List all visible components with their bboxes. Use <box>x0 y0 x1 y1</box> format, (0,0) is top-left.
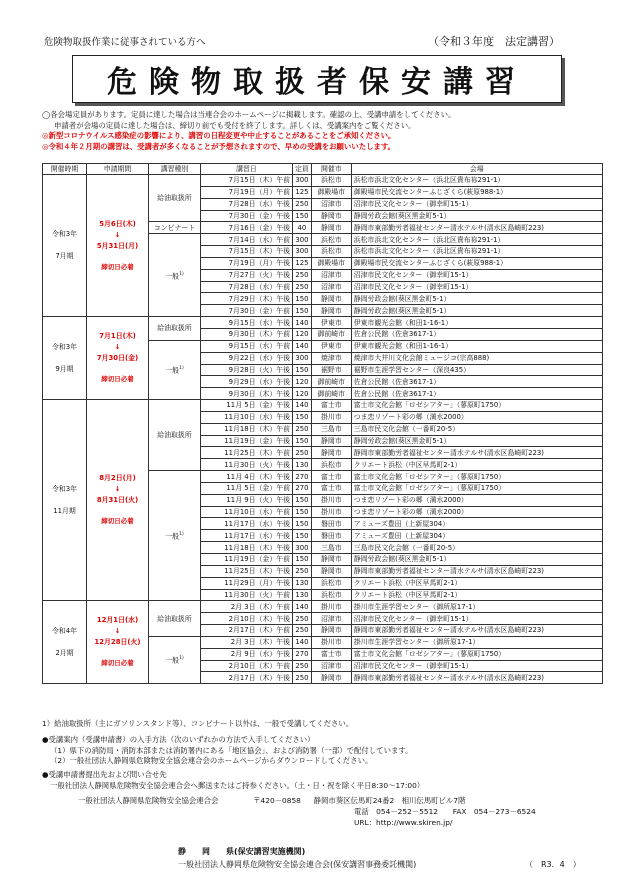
capacity: 270 <box>293 482 312 494</box>
venue: 静岡労政会館(葵区黒金町5-1） <box>351 210 602 222</box>
capacity: 300 <box>293 246 312 258</box>
deadline-note: 締切日必着 <box>101 659 134 668</box>
capacity: 250 <box>293 281 312 293</box>
venue: 静岡労政会館(葵区黒金町5-1） <box>351 293 602 305</box>
pref-label: 静 岡 県(保安講習実施機関) <box>178 847 306 856</box>
header-capacity: 定員 <box>293 164 312 175</box>
city: 浜松市 <box>311 459 351 471</box>
venue: 佐倉公民館（佐倉3617-1） <box>351 388 602 400</box>
venue: 沼津市民文化センター（御幸町15-1） <box>351 198 602 210</box>
apply-period-cell <box>87 317 149 400</box>
city: 沼津市 <box>311 660 351 672</box>
capacity: 140 <box>293 601 312 613</box>
session-date: 9月29日（水）午後 <box>201 376 293 388</box>
capacity: 120 <box>293 328 312 340</box>
venue: 御殿場市民交流センターふじざくら(萩原988-1） <box>351 186 602 198</box>
venue: 沼津市民文化センター（御幸町15-1） <box>351 269 602 281</box>
header-city: 開催市 <box>311 164 351 175</box>
city: 浜松市 <box>311 234 351 246</box>
capacity: 300 <box>293 352 312 364</box>
note-capacity-2: 申請者が会場の定員に達した場合は、締切り前でも受付を終了します。詳しくは、受講案内をご覧ください。 <box>54 120 416 130</box>
apply-start: 5月6日(木) <box>99 219 136 228</box>
course-kind-cell: 給油取扱所 <box>149 317 201 341</box>
apply-period-cell <box>87 175 149 317</box>
apply-start: 7月1日(木) <box>99 332 136 341</box>
contact-address: 静岡市葵区伝馬町24番2 相川伝馬町ビル7階 <box>313 796 466 805</box>
venue: 沼津市民文化センター（御幸町15-1） <box>351 660 602 672</box>
venue: つま恋リゾート彩の郷（満水2000） <box>351 506 602 518</box>
course-kind-cell: 一般$^{1)}$ <box>149 340 201 399</box>
apply-start: 12月1日(水) <box>96 616 139 625</box>
apply-period-cell <box>87 601 149 684</box>
footnote-marker: 1) <box>179 532 184 538</box>
venue: 裾野市生涯学習センター（深良435） <box>351 364 602 376</box>
capacity: 250 <box>293 613 312 625</box>
venue: 富士市文化会館「ロゼシアター」（蓼原町1750） <box>351 400 602 412</box>
capacity: 140 <box>293 636 312 648</box>
session-date: 7月14日（水）午前 <box>201 234 293 246</box>
venue: 静岡労政会館(葵区黒金町5-1） <box>351 554 602 566</box>
page-title: 危険物取扱者保安講習 <box>107 65 527 100</box>
session-date: 7月16日（金）午後 <box>201 222 293 234</box>
session-date: 7月19日（月）午前 <box>201 186 293 198</box>
session-date: 11月25日（木）午前 <box>201 447 293 459</box>
venue: 静岡市東部勤労者福祉センター清水テルサ(清水区島崎町223) <box>351 625 602 637</box>
session-date: 7月30日（金）午後 <box>201 210 293 222</box>
session-date: 11月25日（木）午後 <box>201 565 293 577</box>
apply-period-cell <box>87 400 149 601</box>
venue: 伊東市観光会館（和田1-16-1） <box>351 340 602 352</box>
guide-item-1: （1）県下の消防局・消防本部または消防署内にある「地区協会」、および消防署（一部）で配付しています。 <box>50 745 413 755</box>
city: 御殿場市 <box>311 257 351 269</box>
apply-end: 8月31日(火) <box>96 496 139 505</box>
session-date: 11月17日（水）午後 <box>201 530 293 542</box>
footnote-marker: 1) <box>179 366 184 372</box>
capacity: 250 <box>293 660 312 672</box>
session-date: 11月 4日（木）午後 <box>201 471 293 483</box>
city: 静岡市 <box>311 565 351 577</box>
footnote-marker: 1) <box>179 656 184 662</box>
capacity: 150 <box>293 494 312 506</box>
city: 富士市 <box>311 648 351 660</box>
deadline-note: 締切日必着 <box>101 517 134 526</box>
session-date: 2月 3日（木）午後 <box>201 636 293 648</box>
capacity: 150 <box>293 435 312 447</box>
venue: 浜松市浜北文化センター（浜北区貴布祢291-1） <box>351 175 602 187</box>
venue: アミューズ豊田（上新屋304） <box>351 530 602 542</box>
contact-block <box>42 796 536 828</box>
submit-heading: ●受講申請書提出先および問い合せ先 <box>42 770 167 780</box>
footnote-marker: 1) <box>179 271 184 277</box>
session-date: 11月18日（木）午前 <box>201 423 293 435</box>
guide-item-2: （2）一般社団法人静岡県危険物安全協会連合会のホームページからダウンロードしてください。 <box>50 756 373 766</box>
course-kind-cell: 給油取扱所 <box>149 175 201 222</box>
city: 沼津市 <box>311 281 351 293</box>
table-row <box>43 400 603 412</box>
course-kind-cell: 一般$^{1)}$ <box>149 234 201 317</box>
city: 御前崎市 <box>311 388 351 400</box>
apply-end: 7月30日(金) <box>96 354 139 363</box>
capacity: 300 <box>293 234 312 246</box>
capacity: 130 <box>293 589 312 601</box>
session-date: 7月19日（月）午後 <box>201 257 293 269</box>
venue: アミューズ豊田（上新屋304） <box>351 518 602 530</box>
apply-start: 8月2日(月) <box>99 474 136 483</box>
venue: 富士市文化会館「ロゼシアター」（蓼原町1750） <box>351 482 602 494</box>
course-kind-cell: 給油取扱所 <box>149 400 201 471</box>
venue: 静岡市東部勤労者福祉センター清水テルサ(清水区島崎町223) <box>351 672 602 684</box>
city: 浜松市 <box>311 577 351 589</box>
venue: 沼津市民文化センター（御幸町15-1） <box>351 281 602 293</box>
city: 静岡市 <box>311 554 351 566</box>
city: 伊東市 <box>311 317 351 329</box>
city: 静岡市 <box>311 447 351 459</box>
note-covid: ◎新型コロナウイルス感染症の影響により、講習の日程変更や中止することがあることをご承知ください。 <box>42 131 396 141</box>
capacity: 40 <box>293 222 312 234</box>
city: 伊東市 <box>311 340 351 352</box>
capacity: 120 <box>293 376 312 388</box>
capacity: 150 <box>293 518 312 530</box>
venue: 富士市文化会館「ロゼシアター」（蓼原町1750） <box>351 648 602 660</box>
header-apply: 申請期間 <box>87 164 149 175</box>
capacity: 250 <box>293 269 312 281</box>
apply-arrow: ↓ <box>114 627 121 636</box>
schedule-table <box>42 163 603 684</box>
city: 沼津市 <box>311 613 351 625</box>
contact-url[interactable]: URL：http://www.skiren.jp/ <box>354 817 453 827</box>
venue: つま恋リゾート彩の郷（満水2000） <box>351 411 602 423</box>
capacity: 130 <box>293 459 312 471</box>
period-cell: 令和3年 9月期 <box>43 317 87 400</box>
apply-end: 5月31日(月) <box>96 241 139 250</box>
capacity: 150 <box>293 364 312 376</box>
capacity: 125 <box>293 186 312 198</box>
city: 富士市 <box>311 471 351 483</box>
city: 静岡市 <box>311 625 351 637</box>
contact-zip: 〒420－0858 <box>253 796 301 805</box>
venue: 静岡市東部勤労者福祉センター清水テルサ(清水区島崎町223) <box>351 565 602 577</box>
capacity: 250 <box>293 672 312 684</box>
city: 静岡市 <box>311 210 351 222</box>
session-date: 11月19日（金）午後 <box>201 435 293 447</box>
course-kind-cell: 給油取扱所 <box>149 601 201 637</box>
venue: 富士市文化会館「ロゼシアター」（蓼原町1750） <box>351 471 602 483</box>
session-date: 2月17日（木）午前 <box>201 625 293 637</box>
session-date: 11月10日（水）午後 <box>201 411 293 423</box>
capacity: 300 <box>293 542 312 554</box>
apply-arrow: ↓ <box>114 485 121 494</box>
city: 浜松市 <box>311 246 351 258</box>
city: 沼津市 <box>311 198 351 210</box>
capacity: 270 <box>293 648 312 660</box>
session-date: 9月15日（水）午前 <box>201 340 293 352</box>
capacity: 120 <box>293 388 312 400</box>
session-date: 7月15日（木）午後 <box>201 246 293 258</box>
venue: 御殿場市民交流センターふじざくら(萩原988-1） <box>351 257 602 269</box>
apply-arrow: ↓ <box>114 343 121 352</box>
city: 掛川市 <box>311 601 351 613</box>
capacity: 140 <box>293 317 312 329</box>
header-date: 講習日 <box>201 164 293 175</box>
capacity: 150 <box>293 530 312 542</box>
capacity: 130 <box>293 577 312 589</box>
notes <box>42 110 602 152</box>
apply-arrow: ↓ <box>114 230 121 239</box>
session-date: 2月10日（木）午後 <box>201 613 293 625</box>
guide-heading: ●受講案内（受講申請書）の入手方法（次のいずれかの方法で入手してください） <box>42 734 315 744</box>
venue: 浜松市浜北文化センター（浜北区貴布祢291-1） <box>351 234 602 246</box>
note-capacity: ◯各会場定員があります。定員に達した場合は当連合会のホームページに掲載します。確認の上、受講申請をしてください。 <box>42 110 456 119</box>
session-date: 9月15日（水）午後 <box>201 317 293 329</box>
session-date: 11月19日（金）午前 <box>201 554 293 566</box>
course-kind-cell: コンビナート <box>149 222 201 234</box>
header-venue: 会場 <box>351 164 602 175</box>
session-date: 2月17日（木）午後 <box>201 672 293 684</box>
submit-text: 一般社団法人静岡県危険物安全協会連合会へ郵送またはご持参ください。（土・日・祝を除く平日8:30～17:00） <box>50 780 425 790</box>
venue: 掛川市生涯学習センター（御所原17-1） <box>351 601 602 613</box>
capacity: 150 <box>293 305 312 317</box>
table-row <box>43 601 603 613</box>
city: 三島市 <box>311 423 351 435</box>
deadline-note: 締切日必着 <box>101 375 134 384</box>
venue: クリエート浜松（中区早馬町2-1） <box>351 459 602 471</box>
contact-phone: 電話 054－252－5512 FAX 054－273－6524 <box>354 806 536 816</box>
capacity: 300 <box>293 175 312 187</box>
session-date: 11月 5日（金）午後 <box>201 400 293 412</box>
city: 三島市 <box>311 542 351 554</box>
session-date: 11月18日（木）午後 <box>201 542 293 554</box>
capacity: 140 <box>293 340 312 352</box>
capacity: 250 <box>293 198 312 210</box>
session-date: 2月 9日（水）午後 <box>201 648 293 660</box>
session-date: 9月28日（火）午後 <box>201 364 293 376</box>
session-date: 7月30日（金）午前 <box>201 305 293 317</box>
assoc-label: 一般社団法人静岡県危険物安全協会連合会(保安講習事務委託機関) <box>178 860 417 869</box>
venue: 佐倉公民館（佐倉3617-1） <box>351 328 602 340</box>
capacity: 270 <box>293 471 312 483</box>
city: 掛川市 <box>311 494 351 506</box>
session-date: 11月30日（火）午前 <box>201 589 293 601</box>
table-row <box>43 175 603 187</box>
city: 静岡市 <box>311 672 351 684</box>
city: 掛川市 <box>311 506 351 518</box>
city: 浜松市 <box>311 175 351 187</box>
capacity: 250 <box>293 447 312 459</box>
course-kind-cell: 一般$^{1)}$ <box>149 636 201 683</box>
title-box <box>72 55 562 103</box>
doc-code: （ R3．4 ） <box>525 860 581 869</box>
city: 静岡市 <box>311 305 351 317</box>
note-february: ◎令和４年２月期の講習は、受講者が多くなることが予想されますので、早めの受講をお願いいたします。 <box>42 141 396 151</box>
capacity: 250 <box>293 625 312 637</box>
city: 磐田市 <box>311 530 351 542</box>
capacity: 150 <box>293 293 312 305</box>
session-date: 11月29日（月）午後 <box>201 577 293 589</box>
session-date: 2月 3日（木）午前 <box>201 601 293 613</box>
venue: 佐倉公民館（佐倉3617-1） <box>351 376 602 388</box>
city: 富士市 <box>311 400 351 412</box>
city: 御前崎市 <box>311 328 351 340</box>
venue: 静岡労政会館(葵区黒金町5-1） <box>351 435 602 447</box>
capacity: 125 <box>293 257 312 269</box>
contact-org: 一般社団法人静岡県危険物安全協会連合会 <box>78 796 219 805</box>
venue: クリエート浜松（中区早馬町2-1） <box>351 577 602 589</box>
venue: 掛川市生涯学習センター（御所原17-1） <box>351 636 602 648</box>
header-kind: 講習種別 <box>149 164 201 175</box>
deadline-note: 締切日必着 <box>101 262 134 271</box>
session-date: 9月30日（木）午前 <box>201 328 293 340</box>
capacity: 140 <box>293 400 312 412</box>
session-date: 11月30日（火）午後 <box>201 459 293 471</box>
session-date: 11月 5日（金）午前 <box>201 482 293 494</box>
city: 焼津市 <box>311 352 351 364</box>
city: 裾野市 <box>311 364 351 376</box>
city: 浜松市 <box>311 589 351 601</box>
session-date: 7月15日（木）午前 <box>201 175 293 187</box>
venue: 静岡労政会館(葵区黒金町5-1） <box>351 305 602 317</box>
city: 静岡市 <box>311 222 351 234</box>
session-date: 9月30日（木）午後 <box>201 388 293 400</box>
venue: 焼津市大井川文化会館ミュージコ(宗高888) <box>351 352 602 364</box>
session-date: 2月10日（木）午前 <box>201 660 293 672</box>
session-date: 7月28日（水）午後 <box>201 198 293 210</box>
city: 御殿場市 <box>311 186 351 198</box>
session-date: 7月28日（水）午前 <box>201 281 293 293</box>
city: 静岡市 <box>311 293 351 305</box>
city: 御前崎市 <box>311 376 351 388</box>
session-date: 11月 9日（火）午後 <box>201 494 293 506</box>
year-label: （令和３年度 法定講習） <box>428 35 560 48</box>
city: 静岡市 <box>311 435 351 447</box>
venue: 伊東市観光会館（和田1-16-1） <box>351 317 602 329</box>
table-row <box>43 317 603 329</box>
capacity: 250 <box>293 565 312 577</box>
header-period: 開催時期 <box>43 164 87 175</box>
capacity: 150 <box>293 554 312 566</box>
session-date: 11月10日（水）午前 <box>201 506 293 518</box>
city: 掛川市 <box>311 411 351 423</box>
session-date: 7月29日（木）午後 <box>201 293 293 305</box>
session-date: 9月22日（水）午後 <box>201 352 293 364</box>
venue: 静岡市東部勤労者福祉センター清水テルサ(清水区島崎町223) <box>351 222 602 234</box>
course-kind-cell: 一般$^{1)}$ <box>149 471 201 601</box>
period-cell: 令和4年 2月期 <box>43 601 87 684</box>
table-header <box>43 164 603 175</box>
city: 富士市 <box>311 482 351 494</box>
city: 磐田市 <box>311 518 351 530</box>
venue: 静岡市東部勤労者福祉センター清水テルサ(清水区島崎町223) <box>351 447 602 459</box>
venue: 浜松市浜北文化センター（浜北区貴布祢291-1） <box>351 246 602 258</box>
period-cell: 令和3年 11月期 <box>43 400 87 601</box>
venue: 沼津市民文化センター（御幸町15-1） <box>351 613 602 625</box>
city: 掛川市 <box>311 636 351 648</box>
session-date: 7月27日（火）午後 <box>201 269 293 281</box>
venue: 三島市民文化会館（一番町20-5） <box>351 542 602 554</box>
capacity: 150 <box>293 411 312 423</box>
city: 沼津市 <box>311 269 351 281</box>
session-date: 11月17日（水）午後 <box>201 518 293 530</box>
venue: つま恋リゾート彩の郷（満水2000） <box>351 494 602 506</box>
apply-end: 12月28日(火) <box>94 638 141 647</box>
audience-text: 危険物取扱作業に従事されている方へ <box>44 37 206 48</box>
capacity: 150 <box>293 210 312 222</box>
venue: 三島市民文化会館（一番町20-5） <box>351 423 602 435</box>
period-cell: 令和3年 7月期 <box>43 175 87 317</box>
venue: クリエート浜松（中区早馬町2-1） <box>351 589 602 601</box>
guide <box>42 719 602 792</box>
footnote: 1）給油取扱所（主にガソリンスタンド等）、コンビナート以外は、一般で受講してください。 <box>42 719 354 728</box>
capacity: 150 <box>293 506 312 518</box>
capacity: 250 <box>293 423 312 435</box>
